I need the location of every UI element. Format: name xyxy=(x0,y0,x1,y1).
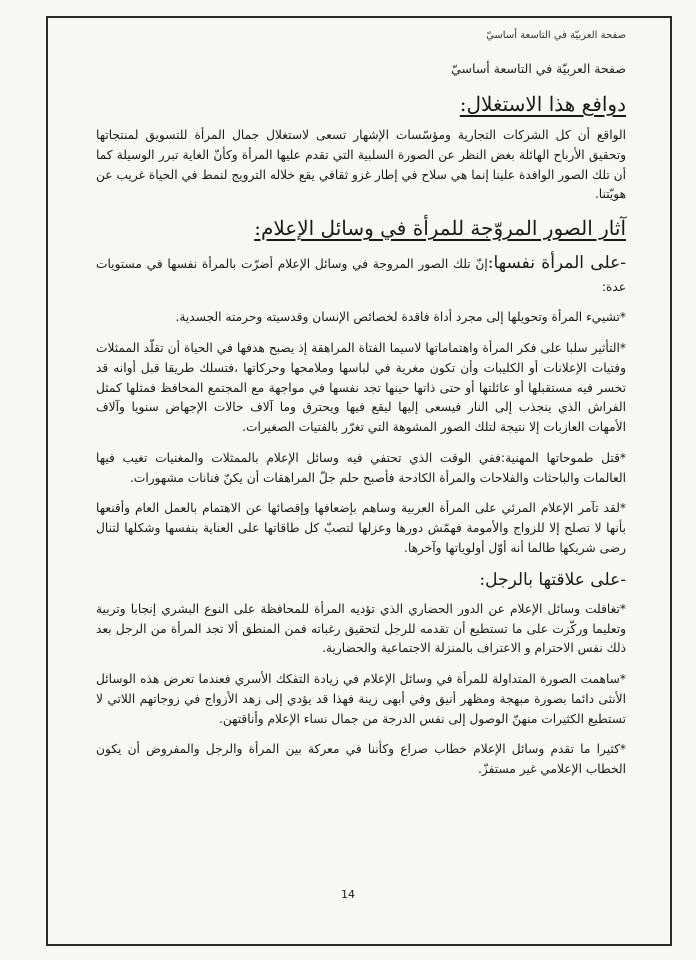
list-item: *التأثير سلبا على فكر المرأة واهتماماتها لاسيما الفتاة المراهقة إذ يصبح هدفها في الحياة أن تقلّد الممثلات وفتيات الإعلانات أو الكليبات وأن تكون مغرية في لباسها وملامحها وحركاتها ،فتسلك طريقا قبل أوانه قد تخسر فيه مستقبلها أو عائلتها أو حتى ذاتها حينها تجد نفسها في مواجهة مع المجتمع المحافظ فمثلها كمثل الفراش الذي ينجذب إلى النار فيسعى إليها ليقع فيها ويحترق وما آلاف حالات الإجهاض سنويا وآلاف الأمهات العازبات إلا نتيجة لتلك الصور المشوهة التي تغرّر بالفتيات الصغيرات. xyxy=(96,341,626,435)
section-title-motives: دوافع هذا الاستغلال: xyxy=(459,92,626,116)
page-content xyxy=(96,30,626,791)
sub-header: صفحة العربيّة في التاسعة أساسيّ xyxy=(451,61,626,76)
subheading-relation-with-man: -على علاقتها بالرجل: xyxy=(479,569,626,590)
list-item: *كثيرا ما تقدم وسائل الإعلام خطاب صراع وكأننا في معركة بين المرأة والرجل والمفروض أن يكون الخطاب الإعلامي غير مستفزّ. xyxy=(96,742,626,777)
section-title-effects: آثار الصور المروّجة للمرأة في وسائل الإعلام: xyxy=(254,216,626,241)
effects-on-woman-intro-text: إنّ تلك الصور المروجة في وسائل الإعلام أضرّت بالمرأة نفسها في مستويات عدة: xyxy=(96,257,626,294)
list-item: *ساهمت الصورة المتداولة للمرأة في وسائل الإعلام في زيادة التفكك الأسري فعندما تعرض هذه الوسائل الأنثى دائما بصورة مبهجة ومظهر أنيق وفي أبهى زينة فهذا قد يؤدي إلى زهد الأزواج في زوجاتهم اللاتي لا تستطيع الكثيرات منهنّ الوصول إلى نفس الدرجة من جمال نساء الإعلام وأناقتهن. xyxy=(96,672,626,726)
motives-paragraph: الواقع أن كل الشركات التجارية ومؤسّسات الإشهار تسعى لاستغلال جمال المرأة للتسويق لمنتجاتها وتحقيق الأرباح الهائلة بغض النظر عن الصورة السلبية التي تقدم عليها المرأة وكأنّ الغاية تبرر الوسيلة كما أن تلك الصور الوافدة علينا إنما هي سلاح في إطار غزو ثقافي يقع خلاله الترويج لنمط في الحياة غريب عن هويّتنا. xyxy=(96,128,626,202)
list-item: *تغافلت وسائل الإعلام عن الدور الحضاري الذي تؤديه المرأة للمحافظة على النوع البشري إنجابا وتربية وتعليما وركّزت على ما تستطيع أن تقدمه للرجل لتحقيق رغباته فمن المنطق ألا تجد المرأة من الرجل بعد ذلك نفس الاحترام و الاعتراف بالمنزلة الاجتماعية والحضارية. xyxy=(96,601,626,656)
list-item: *تشييء المرأة وتحويلها إلى مجرد أداة فاقدة لخصائص الإنسان وقدسيته وحرمته الجسدية. xyxy=(175,310,626,325)
list-item: *لقد تآمر الإعلام المرئي على المرأة العربية وساهم بإضعافها وإقصائها عن الاهتمام بالعمل العام وأقنعها بأنها لا تصلح إلا للزواج والأمومة فهمّش دورها وعزلها لتصبّ كل طاقاتها على العناية بنفسها وشكلها لتنال رضى شريكها طالما أنه أوّل أولوياتها وآخرها. xyxy=(96,501,626,556)
page-number: 14 xyxy=(341,888,355,901)
running-header: صفحة العربيّة في التاسعة أساسيّ xyxy=(486,30,626,41)
list-item: *قتل طموحاتها المهنية:ففي الوقت الذي تحتفي فيه وسائل الإعلام بالممثلات والمغنيات تغيب فيها العالمات والباحثات والفلاحات والمرأة الكادحة فأصبح حلم جلّ المراهقات أن يكنّ فنانات مشهورات. xyxy=(96,450,626,485)
effects-on-woman-intro xyxy=(96,250,626,297)
subheading-on-woman: -على المرأة نفسها: xyxy=(487,253,626,274)
